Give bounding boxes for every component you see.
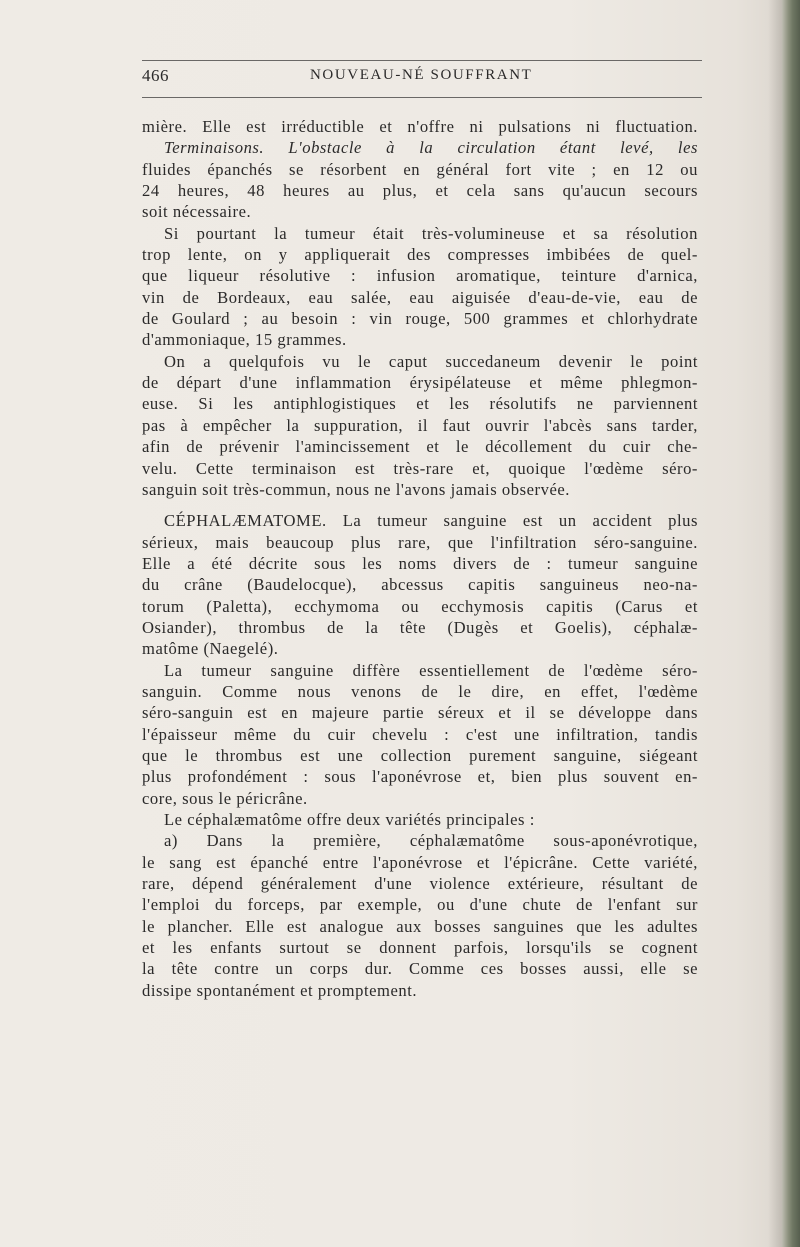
text-line: [142, 137, 698, 158]
text-line: d'ammoniaque, 15 grammes.: [142, 330, 347, 350]
text-line: du crâne (Baudelocque), abcessus capitis sanguineus neo-na-: [142, 575, 698, 595]
text-line: vin de Bordeaux, eau salée, eau aiguisée d'eau-de-vie, eau de: [142, 287, 698, 307]
text-line: pas à empêcher la suppuration, il faut ouvrir l'abcès sans tarder,: [142, 415, 698, 435]
book-spine: [782, 0, 800, 1247]
text-line: le sang est épanché entre l'aponévrose et l'épicrâne. Cette variété,: [142, 852, 698, 872]
text-line: que liqueur résolutive : infusion aromatique, teinture d'arnica,: [142, 266, 698, 286]
text-line: de Goulard ; au besoin : vin rouge, 500 grammes et chlorhydrate: [142, 309, 698, 329]
paragraph-gap: [142, 500, 698, 510]
text-line: a) Dans la première, céphalæmatôme sous-aponévrotique,: [164, 831, 698, 851]
binding-shadow: [768, 0, 782, 1247]
text-line: afin de prévenir l'amincissement et le décollement du cuir che-: [142, 437, 698, 457]
text-line: CÉPHALÆMATOME. La tumeur sanguine est un accident plus: [164, 511, 698, 531]
text-line: Elle a été décrite sous les noms divers de : tumeur sanguine: [142, 553, 698, 573]
text-line: mière. Elle est irréductible et n'offre ni pulsations ni fluctuation.: [142, 117, 698, 136]
text-line: le plancher. Elle est analogue aux bosses sanguines que les adultes: [142, 916, 698, 936]
text-line: rare, dépend généralement d'une violence extérieure, résultant de: [142, 874, 698, 894]
text-line: Osiander), thrombus de la tête (Dugès et Goelis), céphalæ-: [142, 617, 698, 637]
text-line: matôme (Naegelé).: [142, 639, 279, 659]
text-line: euse. Si les antiphlogistiques et les résolutifs ne parviennent: [142, 394, 698, 414]
text-line: 24 heures, 48 heures au plus, et cela sans qu'aucun secours: [142, 181, 698, 201]
text-line: sanguin soit très-commun, nous ne l'avons jamais observée.: [142, 479, 570, 499]
text-line: La tumeur sanguine diffère essentiellement de l'œdème séro-: [164, 660, 698, 680]
header-rule-top: [142, 60, 702, 61]
text-line: Si pourtant la tumeur était très-volumineuse et sa résolution: [164, 223, 698, 243]
header-rule-bottom: [142, 97, 702, 98]
page-number: 466: [142, 66, 169, 85]
text-line: de départ d'une inflammation érysipélateuse et même phlegmon-: [142, 373, 698, 393]
text-line: l'épaisseur même du cuir chevelu : c'est une infiltration, tandis: [142, 724, 698, 744]
text-line: soit nécessaire.: [142, 202, 252, 222]
text-line: Le céphalæmatôme offre deux variétés principales :: [164, 810, 535, 829]
text-line: l'emploi du forceps, par exemple, ou d'une chute de l'enfant sur: [142, 895, 698, 915]
text-line-run: Terminaisons. L'obstacle à la circulation étant levé, les: [164, 138, 698, 158]
text-line: que le thrombus est une collection purement sanguine, siégeant: [142, 745, 698, 765]
text-line: dissipe spontanément et promptement.: [142, 980, 418, 1000]
text-line: fluides épanchés se résorbent en général fort vite ; en 12 ou: [142, 159, 698, 179]
text-line: et les enfants surtout se donnent parfois, lorsqu'ils se cognent: [142, 938, 698, 958]
text-line: trop lente, on y appliquerait des compresses imbibées de quel-: [142, 245, 698, 265]
text-line: velu. Cette terminaison est très-rare et, quoique l'œdème séro-: [142, 458, 698, 478]
text-line: séro-sanguin est en majeure partie séreux et il se développe dans: [142, 703, 698, 723]
page-body: [142, 116, 698, 1001]
text-line: plus profondément : sous l'aponévrose et, bien plus souvent en-: [142, 767, 698, 787]
text-line: torum (Paletta), ecchymoma ou ecchymosis capitis (Carus et: [142, 596, 698, 616]
text-line: core, sous le péricrâne.: [142, 788, 308, 808]
text-line: sanguin. Comme nous venons de le dire, en effet, l'œdème: [142, 681, 698, 701]
text-line: la tête contre un corps dur. Comme ces bosses aussi, elle se: [142, 959, 698, 979]
text-line: sérieux, mais beaucoup plus rare, que l'infiltration séro-sanguine.: [142, 532, 698, 552]
running-head: NOUVEAU-NÉ SOUFFRANT: [310, 67, 533, 83]
page-header: [142, 66, 697, 90]
text-line: On a quelqufois vu le caput succedaneum devenir le point: [164, 351, 698, 371]
